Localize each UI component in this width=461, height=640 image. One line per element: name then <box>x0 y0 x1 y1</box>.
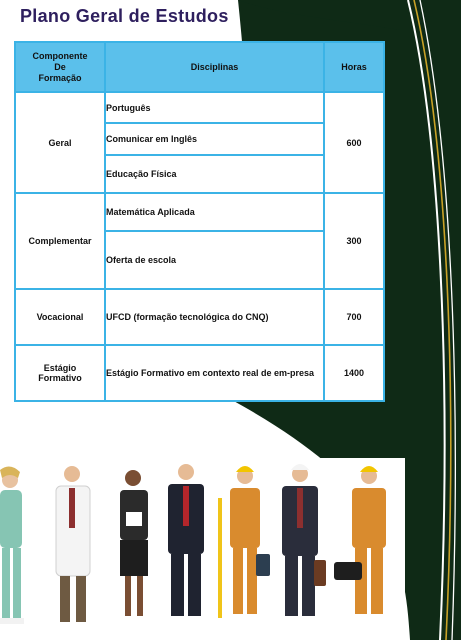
header-component: Componente De Formação <box>15 42 105 92</box>
table-row <box>15 92 384 123</box>
table-header-row <box>15 42 384 92</box>
discipline-cell: Educação Física <box>105 155 324 193</box>
study-plan-table <box>14 41 385 402</box>
component-cell: Estágio Formativo <box>15 345 105 401</box>
page-title: Plano Geral de Estudos <box>20 6 229 26</box>
discipline-cell: Matemática Aplicada <box>105 193 324 231</box>
discipline-cell: Português <box>105 92 324 123</box>
hours-cell: 1400 <box>324 345 384 401</box>
table-row <box>15 193 384 231</box>
table-row <box>15 345 384 401</box>
discipline-cell: Oferta de escola <box>105 231 324 289</box>
hours-cell: 700 <box>324 289 384 345</box>
hours-cell: 600 <box>324 92 384 193</box>
component-cell: Complementar <box>15 193 105 289</box>
discipline-cell: UFCD (formação tecnológica do CNQ) <box>105 289 324 345</box>
table-row <box>15 289 384 345</box>
discipline-cell: Estágio Formativo em contexto real de em-presa <box>105 345 324 401</box>
hours-cell: 300 <box>324 193 384 289</box>
header-hours: Horas <box>324 42 384 92</box>
discipline-cell: Comunicar em Inglês <box>105 123 324 155</box>
component-cell: Geral <box>15 92 105 193</box>
professionals-illustration <box>0 458 405 640</box>
header-disciplines: Disciplinas <box>105 42 324 92</box>
component-cell: Vocacional <box>15 289 105 345</box>
